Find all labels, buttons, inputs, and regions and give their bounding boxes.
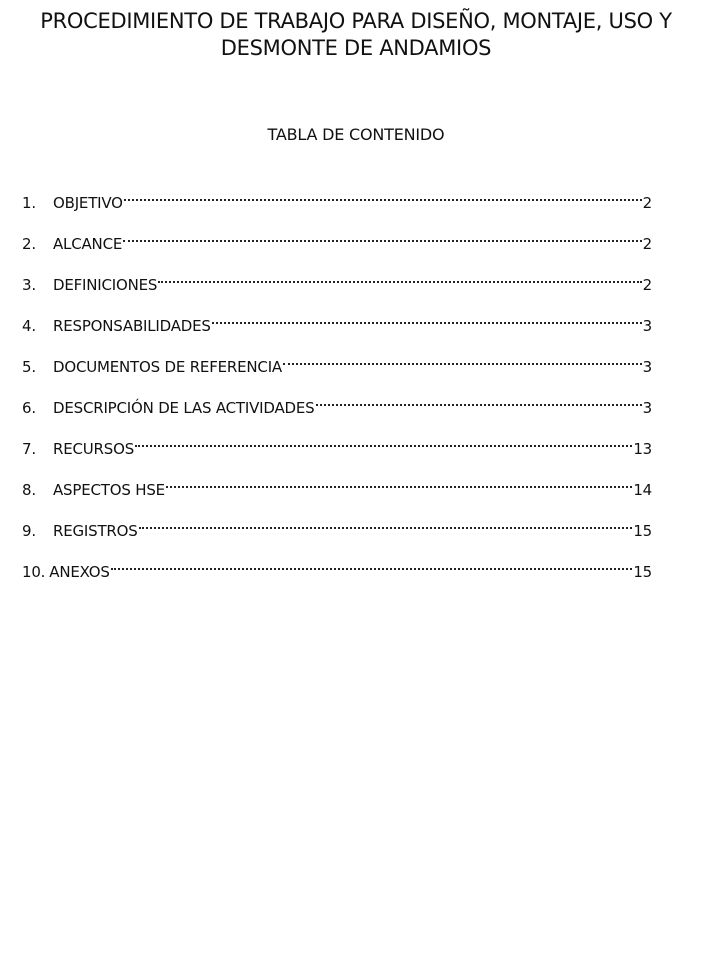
toc-entry-page: 2 [642, 194, 652, 212]
toc-entry-definiciones[interactable] [22, 262, 652, 303]
toc-entry-descripcion-de-las-actividades[interactable] [22, 385, 652, 426]
toc-entry-page: 3 [642, 399, 652, 417]
document-title-line-2: DESMONTE DE ANDAMIOS [220, 36, 492, 60]
toc-entry-number: 6. [22, 399, 36, 417]
document-title [0, 8, 712, 62]
toc-entry-label: ALCANCE [53, 235, 123, 253]
dot-leader [158, 262, 641, 290]
toc-entry-responsabilidades[interactable] [22, 303, 652, 344]
toc-entry-label: RESPONSABILIDADES [53, 317, 211, 335]
toc-entry-objetivo[interactable] [22, 180, 652, 221]
toc-entry-number: 5. [22, 358, 36, 376]
toc-entry-number: 1. [22, 194, 36, 212]
dot-leader [139, 508, 633, 536]
toc-entry-number: 9. [22, 522, 36, 540]
toc-entry-label: REGISTROS [53, 522, 138, 540]
toc-entry-label: DEFINICIONES [53, 276, 158, 294]
toc-entry-page: 15 [633, 563, 652, 581]
dot-leader [316, 385, 642, 413]
toc-entry-label: OBJETIVO [53, 194, 123, 212]
toc-entry-number: 8. [22, 481, 36, 499]
toc-entry-page: 2 [642, 235, 652, 253]
toc-entry-label: DESCRIPCIÓN DE LAS ACTIVIDADES [53, 399, 315, 417]
table-of-contents [22, 180, 652, 590]
toc-entry-number: 7. [22, 440, 36, 458]
dot-leader [212, 303, 642, 331]
toc-entry-page: 15 [633, 522, 652, 540]
toc-heading: TABLA DE CONTENIDO [267, 125, 445, 144]
toc-entry-label: ANEXOS [49, 563, 110, 581]
toc-entry-recursos[interactable] [22, 426, 652, 467]
toc-entry-page: 13 [633, 440, 652, 458]
toc-entry-number: 10. [22, 563, 46, 581]
toc-entry-number: 2. [22, 235, 36, 253]
dot-leader [166, 467, 632, 495]
toc-entry-aspectos-hse[interactable] [22, 467, 652, 508]
toc-entry-anexos[interactable] [22, 549, 652, 590]
toc-entry-registros[interactable] [22, 508, 652, 549]
dot-leader [124, 180, 642, 208]
toc-entry-page: 3 [642, 317, 652, 335]
toc-entry-documentos-de-referencia[interactable] [22, 344, 652, 385]
toc-entry-number: 3. [22, 276, 36, 294]
dot-leader [283, 344, 642, 372]
document-title-line-1: PROCEDIMIENTO DE TRABAJO PARA DISEÑO, MONTAJE, USO Y [40, 9, 672, 33]
toc-entry-label: ASPECTOS HSE [53, 481, 165, 499]
toc-entry-page: 2 [642, 276, 652, 294]
toc-entry-page: 14 [633, 481, 652, 499]
toc-entry-page: 3 [642, 358, 652, 376]
toc-entry-alcance[interactable] [22, 221, 652, 262]
dot-leader [111, 549, 633, 577]
dot-leader [135, 426, 632, 454]
toc-entry-label: DOCUMENTOS DE REFERENCIA [53, 358, 282, 376]
toc-entry-label: RECURSOS [53, 440, 135, 458]
toc-entry-number: 4. [22, 317, 36, 335]
dot-leader [123, 221, 642, 249]
